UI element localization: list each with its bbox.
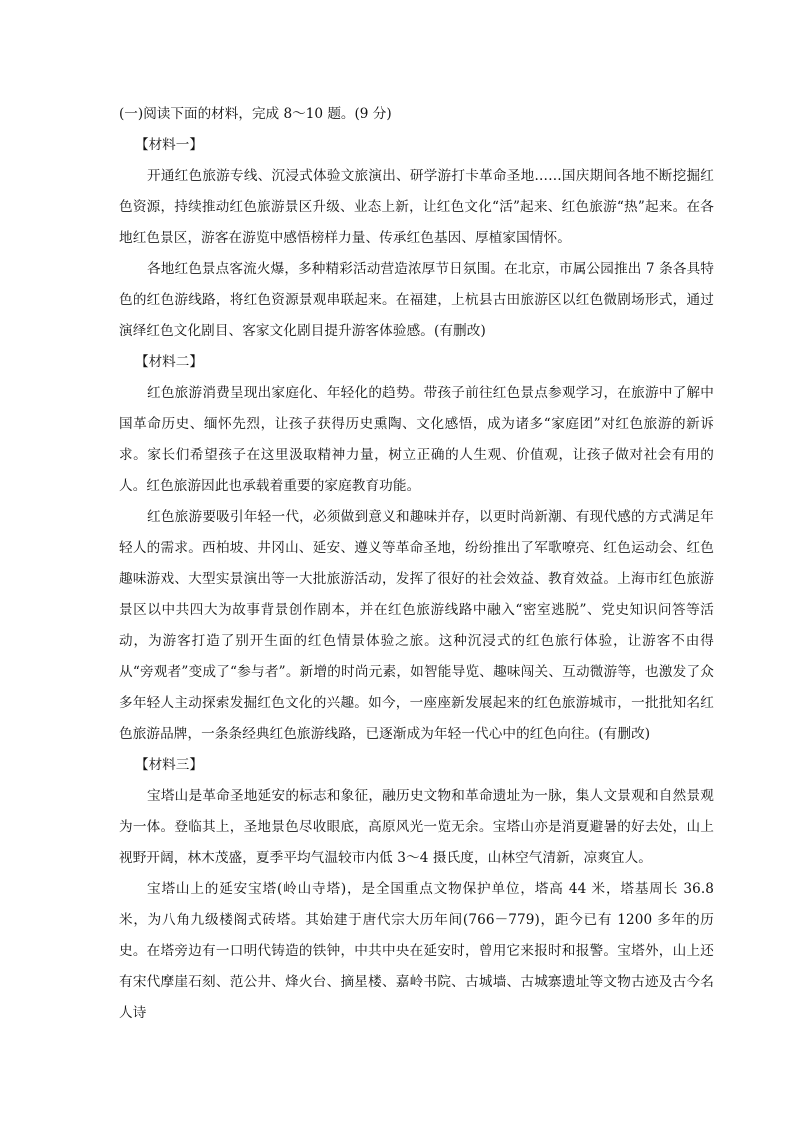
- document-page: [119, 99, 714, 1029]
- material-three-paragraph-1: 宝塔山是革命圣地延安的标志和象征，融历史文物和革命遗址为一脉，集人文景观和自然景观为一体。登临其上，圣地景色尽收眼底，高原风光一览无余。宝塔山亦是消夏避暑的好去处，山上视野开阔，林木茂盛，夏季平均气温较市内低 3～4 摄氏度，山林空气清新，凉爽宜人。: [119, 788, 714, 866]
- material-two-paragraph-2: 红色旅游要吸引年轻一代，必须做到意义和趣味并存，以更时尚新潮、有现代感的方式满足年轻人的需求。西柏坡、井冈山、延安、遵义等革命圣地，纷纷推出了军歌嘹亮、红色运动会、红色趣味游戏、大型实景演出等一大批旅游活动，发挥了很好的社会效益、教育效益。上海市红色旅游景区以中共四大为故事背景创作剧本，并在红色旅游线路中融入“密室逃脱”、党史知识问答等活动，为游客打造了别开生面的红色情景体验之旅。这种沉浸式的红色旅行体验，让游客不由得从“旁观者”变成了“参与者”。新增的时尚元素，如智能导览、趣味闯关、互动微游等，也激发了众多年轻人主动探索发掘红色文化的兴趣。如今，一座座新发展起来的红色旅游城市，一批批知名红色旅游品牌，一条条经典红色旅游线路，已逐渐成为年轻一代心中的红色向往。(有删改): [119, 509, 714, 742]
- material-one-paragraph-1: 开通红色旅游专线、沉浸式体验文旅演出、研学游打卡革命圣地……国庆期间各地不断挖掘红色资源，持续推动红色旅游景区升级、业态上新，让红色文化“活”起来、红色旅游“热”起来。在各地红色景区，游客在游览中感悟榜样力量、传承红色基因、厚植家国情怀。: [119, 168, 714, 246]
- material-two-heading: 【材料二】: [135, 354, 203, 370]
- material-three-heading: 【材料三】: [135, 757, 203, 773]
- question-intro: (一)阅读下面的材料，完成 8～10 题。(9 分): [119, 106, 392, 122]
- material-one-heading: 【材料一】: [135, 137, 203, 153]
- material-one-paragraph-2: 各地红色景点客流火爆，多种精彩活动营造浓厚节日氛围。在北京，市属公园推出 7 条各具特色的红色游线路，将红色资源景观串联起来。在福建，上杭县古田旅游区以红色微剧场形式，通过演绎红色文化剧目、客家文化剧目提升游客体验感。(有删改): [119, 261, 714, 339]
- material-three-paragraph-2: 宝塔山上的延安宝塔(岭山寺塔)，是全国重点文物保护单位，塔高 44 米，塔基周长 36.8 米，为八角九级楼阁式砖塔。其始建于唐代宗大历年间(766－779)，距今已有 1200 多年的历史。在塔旁边有一口明代铸造的铁钟，中共中央在延安时，曾用它来报时和报警。宝塔外，山上还有宋代摩崖石刻、范公井、烽火台、摘星楼、嘉岭书院、古城墙、古城寨遗址等文物古迹及古今名人诗: [119, 881, 714, 1021]
- material-two-paragraph-1: 红色旅游消费呈现出家庭化、年轻化的趋势。带孩子前往红色景点参观学习，在旅游中了解中国革命历史、缅怀先烈，让孩子获得历史熏陶、文化感悟，成为诸多“家庭团”对红色旅游的新诉求。家长们希望孩子在这里汲取精神力量，树立正确的人生观、价值观，让孩子做对社会有用的人。红色旅游因此也承载着重要的家庭教育功能。: [119, 385, 714, 494]
